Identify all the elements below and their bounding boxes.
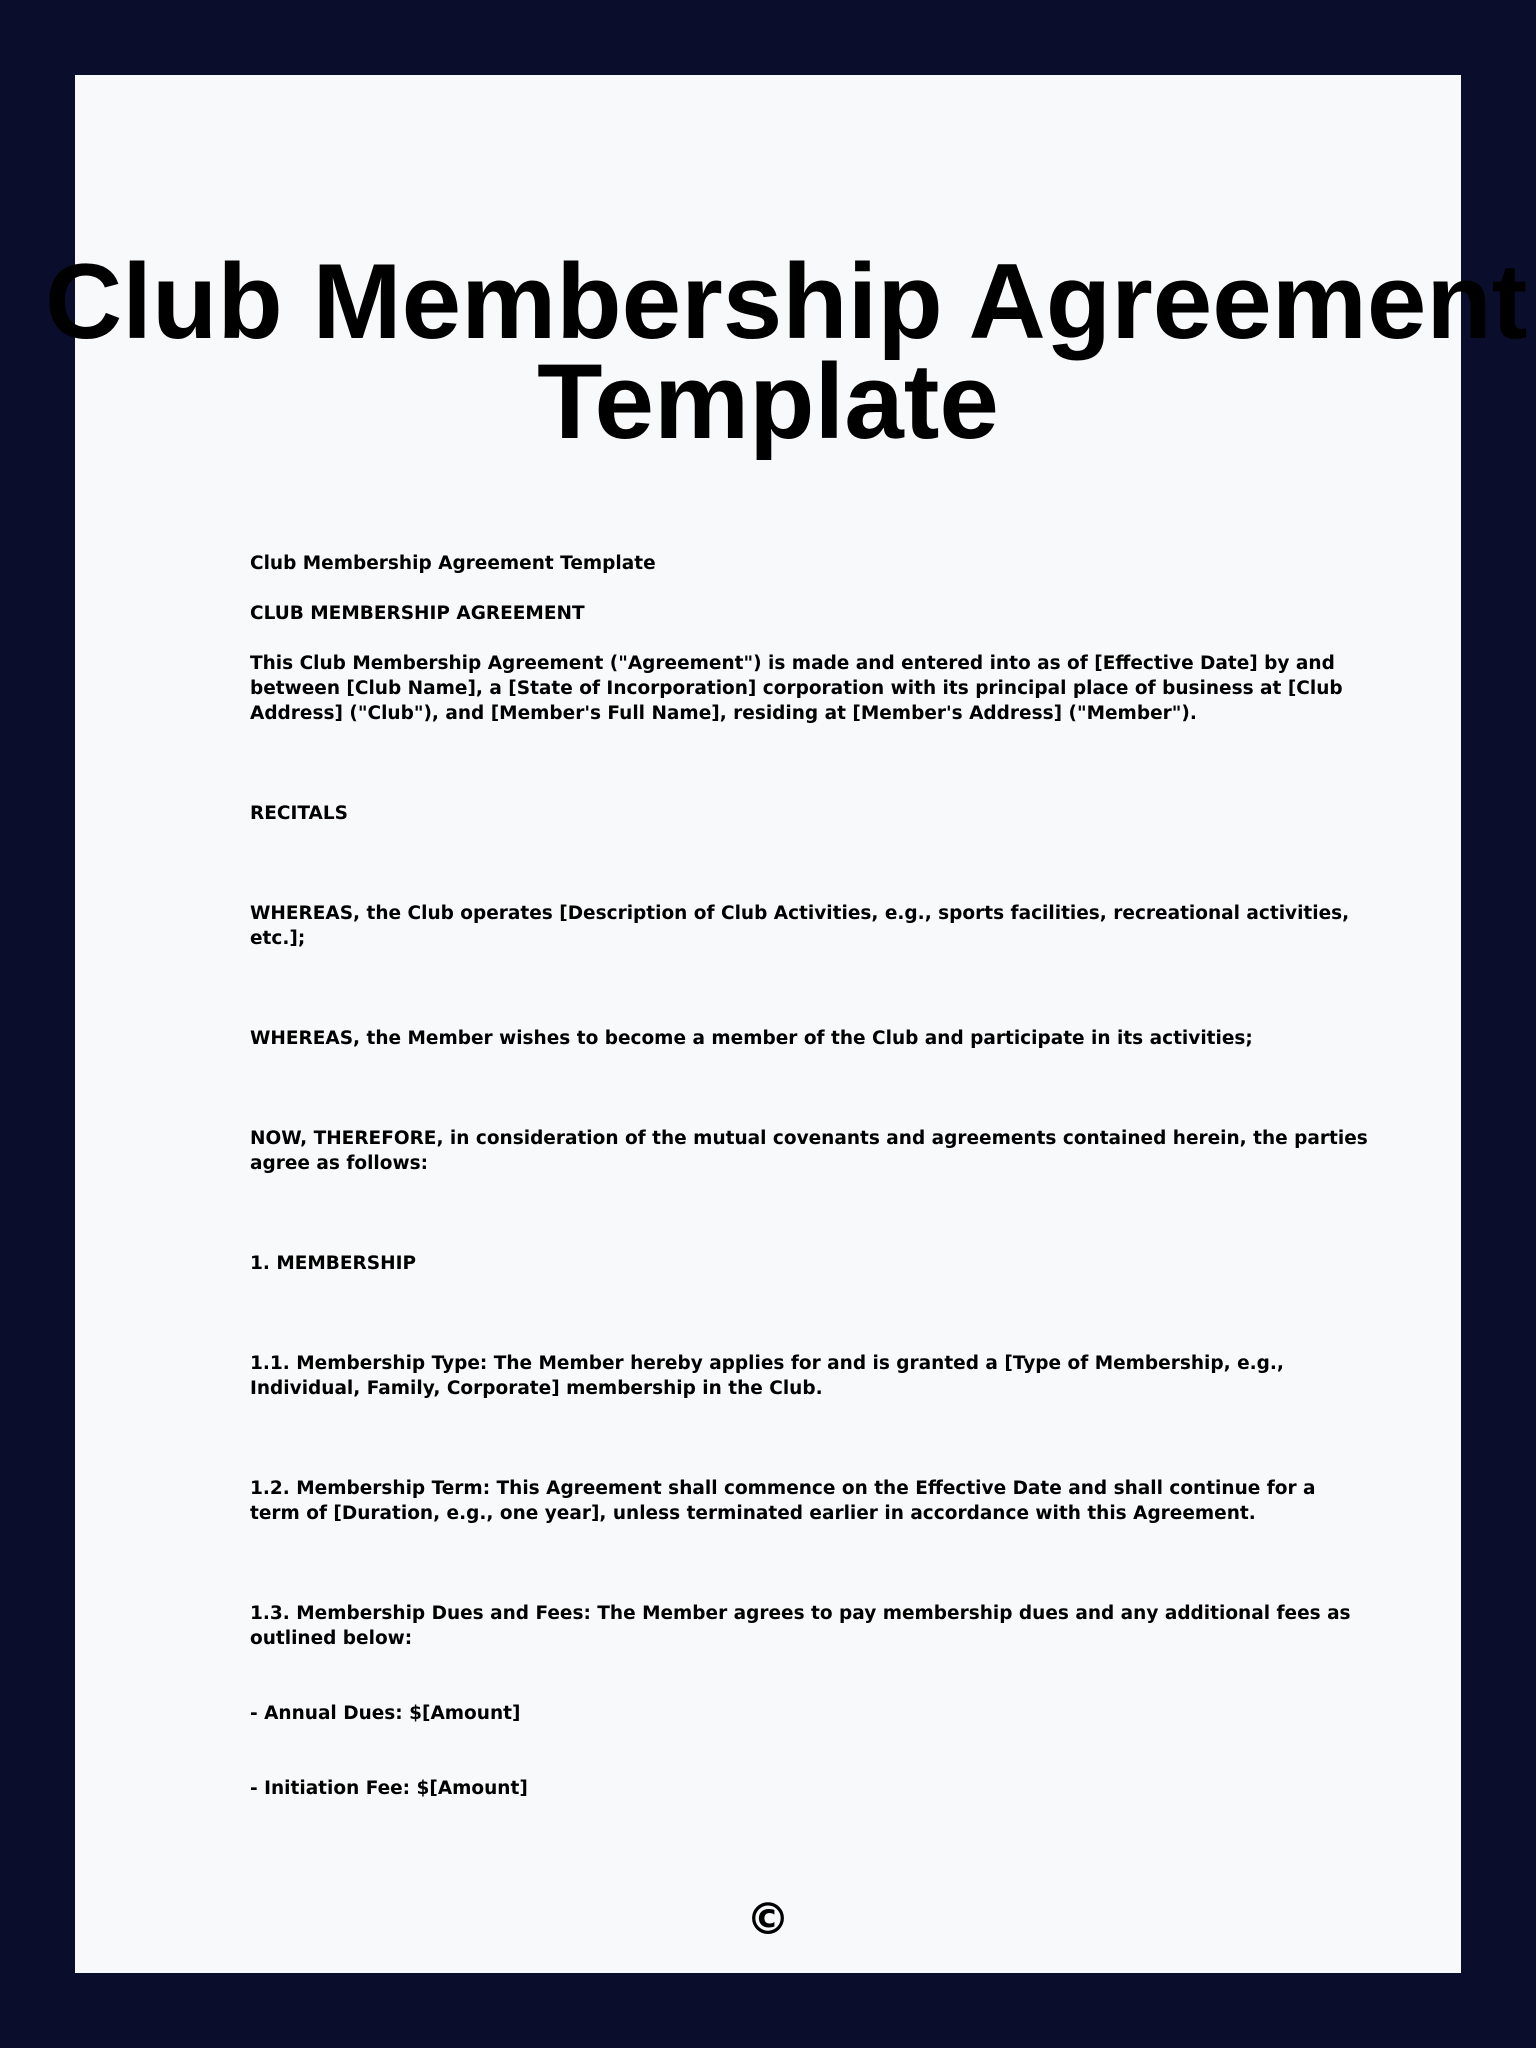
document-page: [45, 75, 1528, 1973]
section-1-heading: 1. MEMBERSHIP: [250, 1253, 417, 1274]
title-line-1: Club Membership Agreement: [45, 241, 1528, 361]
whereas-paragraph-1: WHEREAS, the Club operates [Description of Club Activities, e.g., sports facilities, recreational activities, etc.];: [250, 903, 1356, 949]
title-line-2: Template: [537, 341, 999, 461]
recitals-heading: RECITALS: [250, 803, 348, 824]
whereas-paragraph-2: WHEREAS, the Member wishes to become a member of the Club and participate in its activities;: [250, 1028, 1253, 1049]
copyright-icon: ©: [746, 1894, 790, 1945]
now-therefore-paragraph: NOW, THEREFORE, in consideration of the mutual covenants and agreements contained herein, the parties agree as follows:: [250, 1128, 1375, 1174]
initiation-fee-item: - Initiation Fee: $[Amount]: [250, 1778, 528, 1799]
annual-dues-item: - Annual Dues: $[Amount]: [250, 1703, 521, 1724]
clause-1-1: 1.1. Membership Type: The Member hereby applies for and is granted a [Type of Membership, e.g., Individual, Family, Corporate] membership in the Club.: [250, 1353, 1291, 1399]
document-title: [45, 241, 1528, 461]
clause-1-2: 1.2. Membership Term: This Agreement shall commence on the Effective Date and shall continue for a term of [Duration, e.g., one year], unless terminated earlier in accordance with this Agreement.: [250, 1478, 1322, 1524]
intro-paragraph: This Club Membership Agreement ("Agreement") is made and entered into as of [Effective Date] by and between [Club Name], a [State of Incorporation] corporation with its principal place of business at [Club Address] ("Club"), and [Member's Full Name], residing at [Member's Address] ("Member").: [250, 653, 1350, 724]
agreement-heading: CLUB MEMBERSHIP AGREEMENT: [250, 603, 585, 624]
doc-heading: Club Membership Agreement Template: [250, 553, 656, 574]
clause-1-3: 1.3. Membership Dues and Fees: The Member agrees to pay membership dues and any additional fees as outlined below:: [250, 1603, 1358, 1649]
